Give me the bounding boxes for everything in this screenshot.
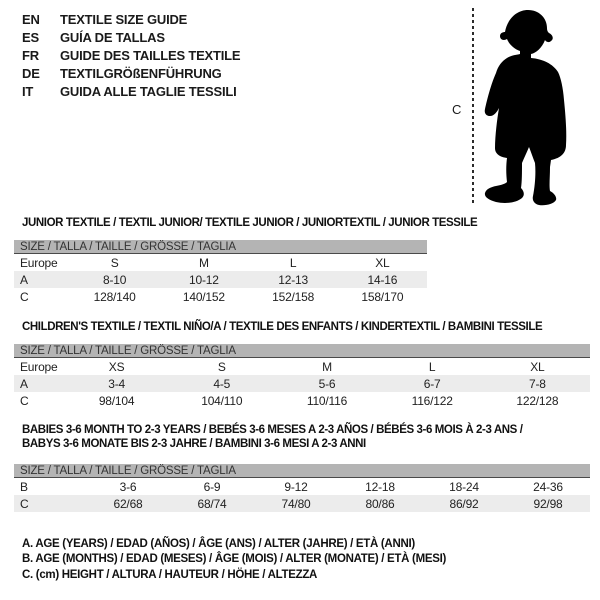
language-row-es — [22, 29, 240, 47]
language-code: ES — [22, 30, 39, 45]
table-cell: 9-12 — [284, 479, 308, 494]
language-row-it — [22, 83, 240, 101]
table-cell: 80/86 — [365, 496, 395, 511]
junior-size-table — [14, 254, 427, 305]
size-header-bar: SIZE / TALLA / TAILLE / GRÖSSE / TAGLIA — [14, 240, 427, 254]
table-cell: 104/110 — [201, 393, 243, 408]
table-cell: XL — [375, 255, 390, 270]
table-cell: 3-6 — [119, 479, 137, 494]
row-label: A — [20, 272, 28, 287]
table-row-europe — [14, 254, 427, 271]
table-row-age — [14, 271, 427, 288]
table-cell: 5-6 — [318, 376, 336, 391]
children-table-title: CHILDREN'S TEXTILE / TEXTIL NIÑO/A / TEXTILE DES ENFANTS / KINDERTEXTIL / BAMBINI TESSILE — [22, 321, 543, 333]
height-measure-dotted-line — [472, 8, 474, 206]
table-cell: 110/116 — [306, 393, 348, 408]
language-title: GUÍA DE TALLAS — [60, 30, 165, 45]
table-row-age — [14, 375, 590, 392]
babies-table — [14, 464, 590, 512]
row-label: C — [20, 393, 29, 408]
table-cell: M — [322, 359, 332, 374]
table-cell: 152/158 — [272, 289, 315, 304]
footnotes — [22, 537, 446, 583]
babies-table-title — [22, 424, 523, 451]
language-title: GUIDE DES TAILLES TEXTILE — [60, 48, 241, 63]
language-row-fr — [22, 47, 240, 65]
table-cell: 62/68 — [113, 496, 143, 511]
language-code: FR — [22, 48, 39, 63]
table-cell: 140/152 — [182, 289, 225, 304]
table-cell: 12-18 — [365, 479, 395, 494]
row-label: B — [20, 479, 28, 494]
junior-table-title: JUNIOR TEXTILE / TEXTIL JUNIOR/ TEXTILE JUNIOR / JUNIORTEXTIL / JUNIOR TESSILE — [22, 217, 478, 229]
table-cell: 86/92 — [449, 496, 479, 511]
language-title: TEXTILGRÖßENFÜHRUNG — [60, 66, 222, 81]
table-cell: 98/104 — [98, 393, 135, 408]
table-cell: 92/98 — [533, 496, 563, 511]
table-cell: M — [198, 255, 209, 270]
table-cell: XS — [108, 359, 125, 374]
table-cell: 158/170 — [361, 289, 404, 304]
size-header-bar: SIZE / TALLA / TAILLE / GRÖSSE / TAGLIA — [14, 344, 590, 358]
babies-size-table — [14, 478, 590, 512]
height-measure-label: C — [452, 102, 462, 117]
table-cell: 68/74 — [197, 496, 227, 511]
language-code: DE — [22, 66, 40, 81]
table-cell: 128/140 — [93, 289, 136, 304]
row-label: A — [20, 376, 28, 391]
table-cell: 4-5 — [213, 376, 231, 391]
table-row-height — [14, 392, 590, 409]
children-size-table — [14, 358, 590, 409]
table-row-height — [14, 288, 427, 305]
junior-table — [14, 240, 427, 305]
language-row-de — [22, 65, 240, 83]
language-title: TEXTILE SIZE GUIDE — [60, 12, 188, 27]
table-cell: 12-13 — [278, 272, 308, 287]
babies-title-line1: BABIES 3-6 MONTH TO 2-3 YEARS / BEBÉS 3-6 MESES A 2-3 AÑOS / BÉBÉS 3-6 MOIS À 2-3 ANS / — [22, 424, 523, 436]
table-cell: 122/128 — [516, 393, 559, 408]
children-table — [14, 344, 590, 409]
table-cell: 3-4 — [108, 376, 125, 391]
row-label: C — [20, 496, 29, 511]
language-code: IT — [22, 84, 34, 99]
footnote-a: A. AGE (YEARS) / EDAD (AÑOS) / ÂGE (ANS) / ALTER (JAHRE) / ETÀ (ANNI) — [22, 538, 415, 550]
table-cell: 18-24 — [449, 479, 479, 494]
table-row-height — [14, 495, 590, 512]
language-list — [22, 11, 240, 101]
row-label: Europe — [20, 255, 58, 270]
table-cell: XL — [530, 359, 545, 374]
language-title: GUIDA ALLE TAGLIE TESSILI — [60, 84, 237, 99]
table-cell: S — [217, 359, 226, 374]
table-cell: 8-10 — [103, 272, 127, 287]
table-cell: 74/80 — [281, 496, 311, 511]
language-code: EN — [22, 12, 40, 27]
table-cell: L — [289, 255, 297, 270]
table-row-europe — [14, 358, 590, 375]
babies-title-line2: BABYS 3-6 MONATE BIS 2-3 JAHRE / BAMBINI 3-6 MESI A 2-3 ANNI — [22, 437, 366, 450]
table-row-age-months — [14, 478, 590, 495]
row-label: C — [20, 289, 29, 304]
footnote-c: C. (cm) HEIGHT / ALTURA / HAUTEUR / HÖHE / ALTEZZA — [22, 568, 318, 581]
table-cell: S — [110, 255, 119, 270]
table-cell: 24-36 — [533, 479, 563, 494]
size-header-bar: SIZE / TALLA / TAILLE / GRÖSSE / TAGLIA — [14, 464, 590, 478]
table-cell: 6-7 — [423, 376, 441, 391]
table-cell: 6-9 — [203, 479, 221, 494]
table-cell: 14-16 — [367, 272, 398, 287]
table-cell: 116/122 — [411, 393, 453, 408]
row-label: Europe — [20, 359, 58, 374]
table-cell: 7-8 — [529, 376, 546, 391]
toddler-silhouette — [483, 10, 567, 206]
table-cell: 10-12 — [189, 272, 219, 287]
language-row-en — [22, 11, 240, 29]
table-cell: L — [428, 359, 436, 374]
footnote-b: B. AGE (MONTHS) / EDAD (MESES) / ÂGE (MOIS) / ALTER (MONATE) / ETÀ (MESI) — [22, 553, 447, 566]
